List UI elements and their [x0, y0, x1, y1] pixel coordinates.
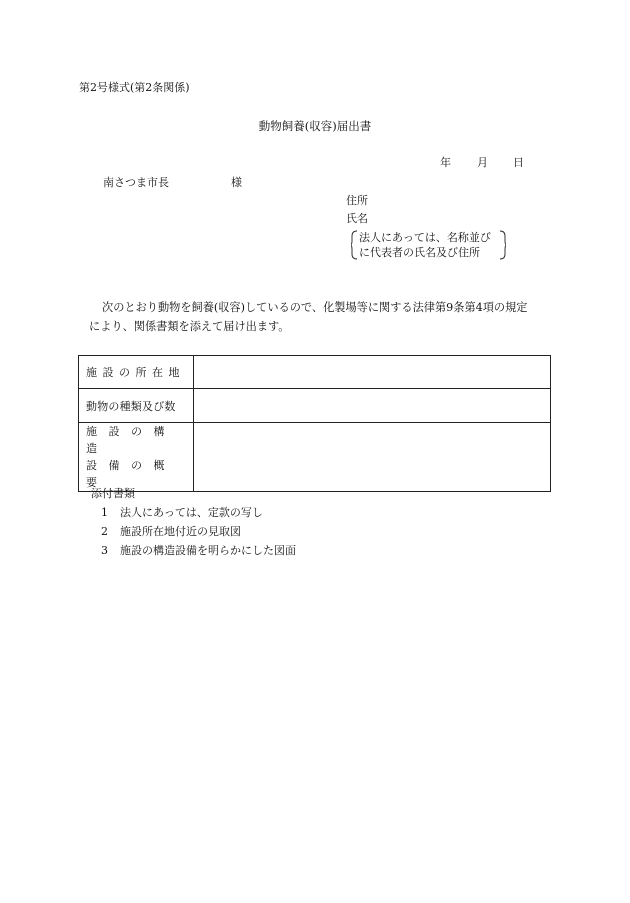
- attachment-text: 法人にあっては、定款の写し: [120, 506, 263, 519]
- corporate-note-bracket: [351, 230, 506, 260]
- structure-label: [79, 423, 194, 492]
- animal-types-label-text: 動物の種類及び数: [86, 399, 176, 413]
- attachment-item: [101, 545, 296, 556]
- attachment-number: 1: [101, 506, 108, 519]
- addressee: 南さつま市長: [103, 176, 169, 189]
- body-text-line1: 次のとおり動物を飼養(収容)しているので、化製場等に関する法律第9条第4項の規定: [102, 301, 528, 314]
- attachment-text: 施設の構造設備を明らかにした図面: [120, 544, 296, 557]
- table-row-location: [79, 356, 551, 389]
- name-label: 氏名: [346, 212, 368, 225]
- address-label: 住所: [346, 194, 368, 207]
- date-month-label: 月: [477, 156, 488, 169]
- date-day-label: 日: [513, 156, 524, 169]
- table-row-structure: [79, 423, 551, 492]
- facility-location-label-text: 施設の所在地: [86, 366, 185, 379]
- form-number: 第2号様式(第2条関係): [79, 81, 190, 94]
- attachment-number: 2: [101, 525, 108, 538]
- animal-types-label: [79, 389, 194, 423]
- structure-label-line1: 施設の構造: [86, 425, 176, 455]
- attachments-title: 添付書類: [91, 487, 135, 500]
- facility-location-value[interactable]: [194, 356, 551, 389]
- table-row-animals: [79, 389, 551, 423]
- corporate-note-line1: 法人にあっては、名称並び: [359, 231, 491, 244]
- structure-label-line2: 設備の概要: [86, 459, 176, 489]
- facility-table: [78, 355, 551, 492]
- animal-types-value[interactable]: [194, 389, 551, 423]
- attachment-item: [101, 526, 241, 537]
- facility-location-label: [79, 356, 194, 389]
- attachment-text: 施設所在地付近の見取図: [120, 525, 241, 538]
- honorific: 様: [231, 176, 242, 189]
- corporate-note-line2: に代表者の氏名及び住所: [359, 246, 480, 259]
- attachment-item: [101, 507, 263, 518]
- document-title: 動物飼養(収容)届出書: [258, 119, 372, 133]
- attachment-number: 3: [101, 544, 108, 557]
- structure-value[interactable]: [194, 423, 551, 492]
- date-year-label: 年: [440, 156, 451, 169]
- body-text-line2: により、関係書類を添えて届け出ます。: [89, 320, 290, 333]
